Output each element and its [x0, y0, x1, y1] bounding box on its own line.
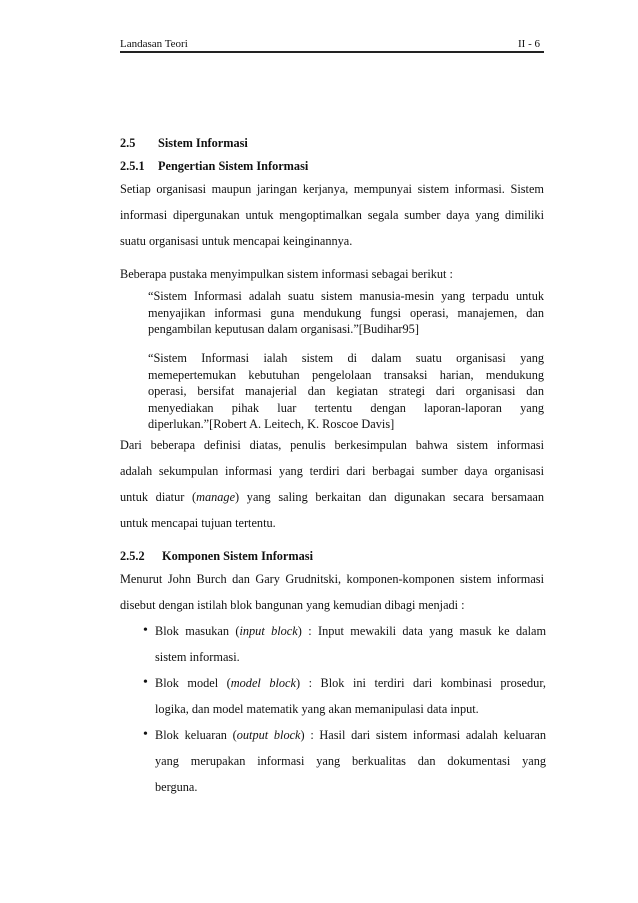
paragraph-components-intro — [120, 566, 544, 618]
text-line: untuk diatur (manage) yang saling berkaitan dan digunakan secara bersamaan — [120, 490, 545, 504]
section-title: Komponen Sistem Informasi — [162, 549, 313, 563]
paragraph-quotes-intro — [120, 267, 544, 282]
text-line: pengambilan keputusan dalam organisasi.”[Budihar95] — [148, 322, 419, 336]
text-line: Menurut John Burch dan Gary Grudnitski, komponen-komponen sistem informasi — [120, 572, 544, 586]
list-item-input-block — [143, 618, 546, 670]
section-number: 2.5.2 — [120, 549, 145, 563]
text-line: untuk mencapai tujuan tertentu. — [120, 516, 276, 530]
italic-term: manage — [196, 490, 236, 504]
text-line: Setiap organisasi maupun jaringan kerjanya, mempunyai sistem informasi. Sistem — [120, 182, 544, 196]
text-line: “Sistem Informasi ialah sistem di dalam suatu organisasi yang — [148, 351, 544, 365]
text-line: diperlukan.”[Robert A. Leitech, K. Roscoe Davis] — [148, 417, 395, 431]
text-line: suatu organisasi untuk mencapai keinginannya. — [120, 234, 353, 248]
list-item-output-block — [143, 722, 546, 800]
bullet-icon: • — [143, 623, 148, 638]
text-line: Dari beberapa definisi diatas, penulis berkesimpulan bahwa sistem informasi — [120, 438, 544, 452]
text-line: operasi, bersifat manajerial dan kegiatan strategi dari organisasi dan — [148, 384, 544, 398]
header-divider — [120, 51, 544, 53]
text-line: informasi dipergunakan untuk mengoptimalkan segala sumber daya yang dimiliki — [120, 208, 544, 222]
list-item-model-block — [143, 670, 546, 722]
quote-leitech-davis — [148, 350, 544, 433]
header-page-number: II - 6 — [518, 38, 540, 50]
paragraph-conclusion — [120, 432, 544, 536]
text-line: sistem informasi. — [155, 650, 240, 664]
text-line: yang merupakan informasi yang berkualitas dan dokumentasi yang — [155, 754, 546, 768]
paragraph-definition-intro — [120, 176, 544, 254]
bullet-icon: • — [143, 675, 148, 690]
header-chapter-title: Landasan Teori — [120, 38, 188, 50]
text-line: disebut dengan istilah blok bangunan yang kemudian dibagi menjadi : — [120, 598, 465, 612]
section-title: Sistem Informasi — [158, 136, 248, 150]
text-line: Blok masukan (input block) : Input mewakili data yang masuk ke dalam — [155, 624, 547, 638]
bullet-icon: • — [143, 727, 148, 742]
text-line: “Sistem Informasi adalah suatu sistem manusia-mesin yang terpadu untuk — [148, 289, 544, 303]
quote-budihar — [148, 288, 544, 338]
section-title: Pengertian Sistem Informasi — [158, 159, 309, 173]
text-line: Blok keluaran (output block) : Hasil dari sistem informasi adalah keluaran — [155, 728, 546, 742]
italic-term: output block — [236, 728, 301, 742]
text-line: menyediakan pihak luar tertentu dengan laporan-laporan yang — [148, 400, 544, 415]
page-header — [120, 38, 540, 50]
italic-term: model block — [230, 676, 296, 690]
italic-term: input block — [239, 624, 298, 638]
section-number: 2.5.1 — [120, 159, 145, 173]
section-number: 2.5 — [120, 136, 136, 150]
text-line: logika, dan model matematik yang akan memanipulasi data input. — [155, 702, 479, 716]
section-heading-2-5-2 — [120, 549, 313, 564]
text-line: menyajikan informasi guna mendukung fungsi operasi, manajemen, dan — [148, 305, 544, 320]
section-heading-2-5-1 — [120, 159, 308, 174]
text-line: Blok model (model block) : Blok ini terdiri dari kombinasi prosedur, — [155, 676, 546, 690]
text-line: berguna. — [155, 780, 198, 794]
text-line: adalah sekumpulan informasi yang terdiri dari berbagai sumber daya organisasi — [120, 464, 544, 478]
text-line: memepertemukan kebutuhan pengelolaan transaksi harian, mendukung — [148, 367, 544, 382]
text-line: Beberapa pustaka menyimpulkan sistem informasi sebagai berikut : — [120, 267, 453, 281]
section-heading-2-5 — [120, 136, 248, 151]
